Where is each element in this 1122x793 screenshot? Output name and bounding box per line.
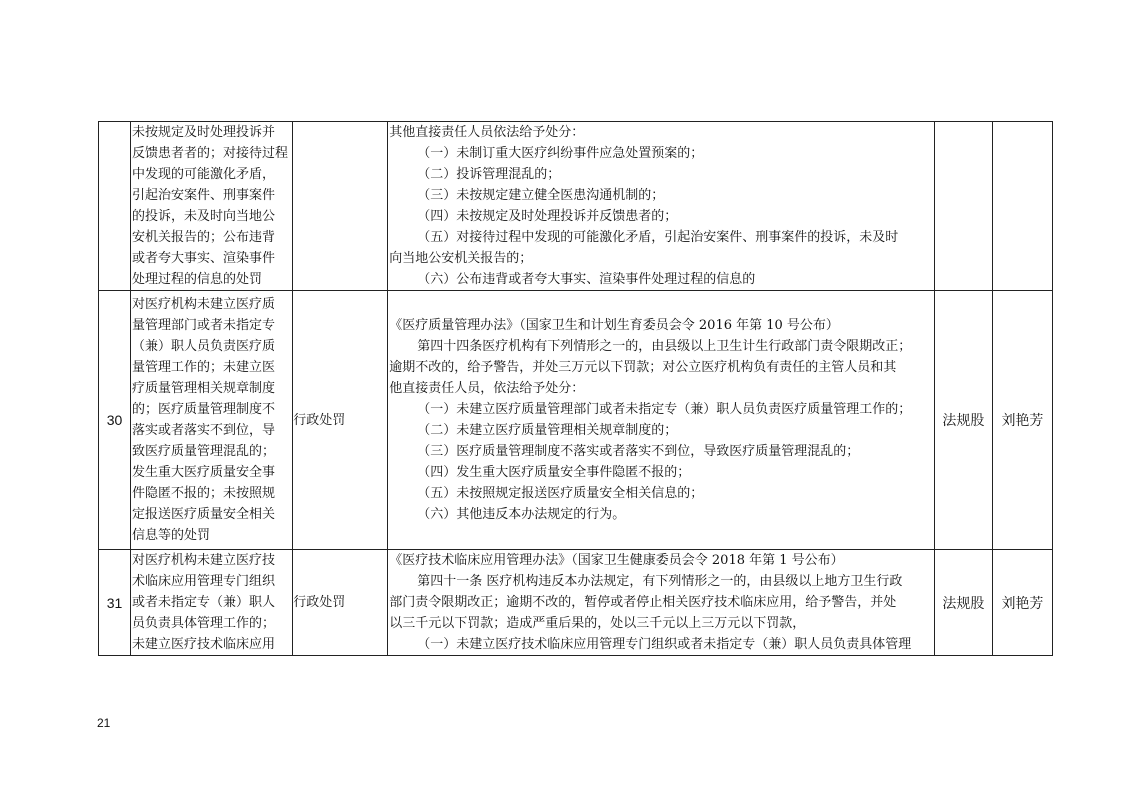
basis-line: （一）未制订重大医疗纠纷事件应急处置预案的；: [417, 146, 704, 161]
page-number: 21: [97, 716, 111, 730]
responsible-person: 刘艳芳: [992, 291, 1052, 550]
item-name-line: 信息等的处罚: [132, 528, 211, 543]
item-name-line: 对医疗机构未建立医疗质: [132, 297, 276, 312]
item-name-line: 定报送医疗质量安全相关: [132, 507, 276, 522]
item-name: [131, 291, 293, 550]
basis-line: 以三千元以下罚款；造成严重后果的，处以三千元以上三万元以下罚款，: [389, 616, 806, 631]
basis-line: （一）未建立医疗质量管理部门或者未指定专（兼）职人员负责医疗质量管理工作的；: [417, 402, 912, 417]
item-name-line: 疗质量管理相关规章制度: [132, 381, 276, 396]
item-name: [131, 122, 293, 291]
item-name-line: 的；医疗质量管理制度不: [132, 402, 276, 417]
item-name-line: 反馈患者者的；对接待过程: [132, 146, 289, 161]
table-row: [99, 291, 1053, 550]
item-name-line: 安机关报告的；公布违背: [132, 230, 276, 245]
basis-line: 向当地公安机关报告的；: [389, 251, 533, 266]
item-name-line: 量管理部门或者未指定专: [132, 318, 276, 333]
legal-basis: [388, 122, 935, 291]
basis-line: 他直接责任人员，依法给予处分：: [389, 381, 585, 396]
item-name-line: （兼）职人员负责医疗质: [132, 339, 276, 354]
basis-line: 第四十一条 医疗机构违反本办法规定，有下列情形之一的，由县级以上地方卫生行政: [417, 574, 903, 589]
responsible-department: [934, 122, 992, 291]
basis-line: （三）医疗质量管理制度不落实或者落实不到位，导致医疗质量管理混乱的；: [417, 444, 860, 459]
basis-line: 逾期不改的，给予警告，并处三万元以下罚款；对公立医疗机构负有责任的主管人员和其: [389, 360, 897, 375]
item-type: [293, 122, 388, 291]
basis-line: 其他直接责任人员依法给予处分：: [389, 125, 585, 140]
item-name-line: 的投诉，未及时向当地公: [132, 209, 276, 224]
table-row: [99, 122, 1053, 291]
item-name-line: 或者未指定专（兼）职人: [132, 595, 276, 610]
basis-line: 部门责令限期改正；逾期不改的，暂停或者停止相关医疗技术临床应用，给予警告，并处: [389, 595, 897, 610]
item-name-line: 引起治安案件、刑事案件: [132, 188, 276, 203]
item-name: [131, 550, 293, 656]
item-name-line: 未建立医疗技术临床应用: [132, 637, 276, 652]
basis-line: （五）对接待过程中发现的可能激化矛盾，引起治安案件、刑事案件的投诉，未及时: [417, 230, 899, 245]
basis-line: （五）未按照规定报送医疗质量安全相关信息的；: [417, 486, 704, 501]
responsible-department: 法规股: [934, 550, 992, 656]
item-name-line: 致医疗质量管理混乱的；: [132, 444, 276, 459]
item-name-line: 中发现的可能激化矛盾，: [132, 167, 276, 182]
legal-basis: [388, 550, 935, 656]
item-name-line: 或者夸大事实、渲染事件: [132, 251, 276, 266]
responsible-person: 刘艳芳: [992, 550, 1052, 656]
responsible-person: [992, 122, 1052, 291]
basis-line: 《医疗技术临床应用管理办法》（国家卫生健康委员会令 2018 年第 1 号公布）: [389, 553, 844, 568]
item-name-line: 对医疗机构未建立医疗技: [132, 553, 276, 568]
regulation-table: [98, 121, 1053, 656]
basis-line: （三）未按规定建立健全医患沟通机制的；: [417, 188, 665, 203]
basis-line: （二）未建立医疗质量管理相关规章制度的；: [417, 423, 678, 438]
basis-line: （四）未按规定及时处理投诉并反馈患者的；: [417, 209, 678, 224]
item-name-line: 发生重大医疗质量安全事: [132, 465, 276, 480]
row-number: 31: [99, 550, 131, 656]
table-row: [99, 550, 1053, 656]
item-name-line: 落实或者落实不到位，导: [132, 423, 276, 438]
row-number: [99, 122, 131, 291]
responsible-department: 法规股: [934, 291, 992, 550]
item-name-line: 量管理工作的；未建立医: [132, 360, 276, 375]
basis-line: 第四十四条医疗机构有下列情形之一的，由县级以上卫生计生行政部门责令限期改正；: [417, 339, 912, 354]
item-type: 行政处罚: [293, 291, 388, 550]
basis-line: （六）其他违反本办法规定的行为。: [417, 507, 626, 522]
item-type: 行政处罚: [293, 550, 388, 656]
item-name-line: 员负责具体管理工作的；: [132, 616, 276, 631]
basis-line: （二）投诉管理混乱的；: [417, 167, 561, 182]
item-name-line: 处理过程的信息的处罚: [132, 272, 263, 287]
basis-line: （四）发生重大医疗质量安全事件隐匿不报的；: [417, 465, 691, 480]
item-name-line: 件隐匿不报的；未按照规: [132, 486, 276, 501]
row-number: 30: [99, 291, 131, 550]
item-name-line: 未按规定及时处理投诉并: [132, 125, 276, 140]
basis-line: 《医疗质量管理办法》（国家卫生和计划生育委员会令 2016 年第 10 号公布）: [389, 318, 839, 333]
item-name-line: 术临床应用管理专门组织: [132, 574, 276, 589]
legal-basis: [388, 291, 935, 550]
basis-line: （一）未建立医疗技术临床应用管理专门组织或者未指定专（兼）职人员负责具体管理: [417, 637, 912, 652]
basis-line: （六）公布违背或者夸大事实、渲染事件处理过程的信息的: [417, 272, 756, 287]
